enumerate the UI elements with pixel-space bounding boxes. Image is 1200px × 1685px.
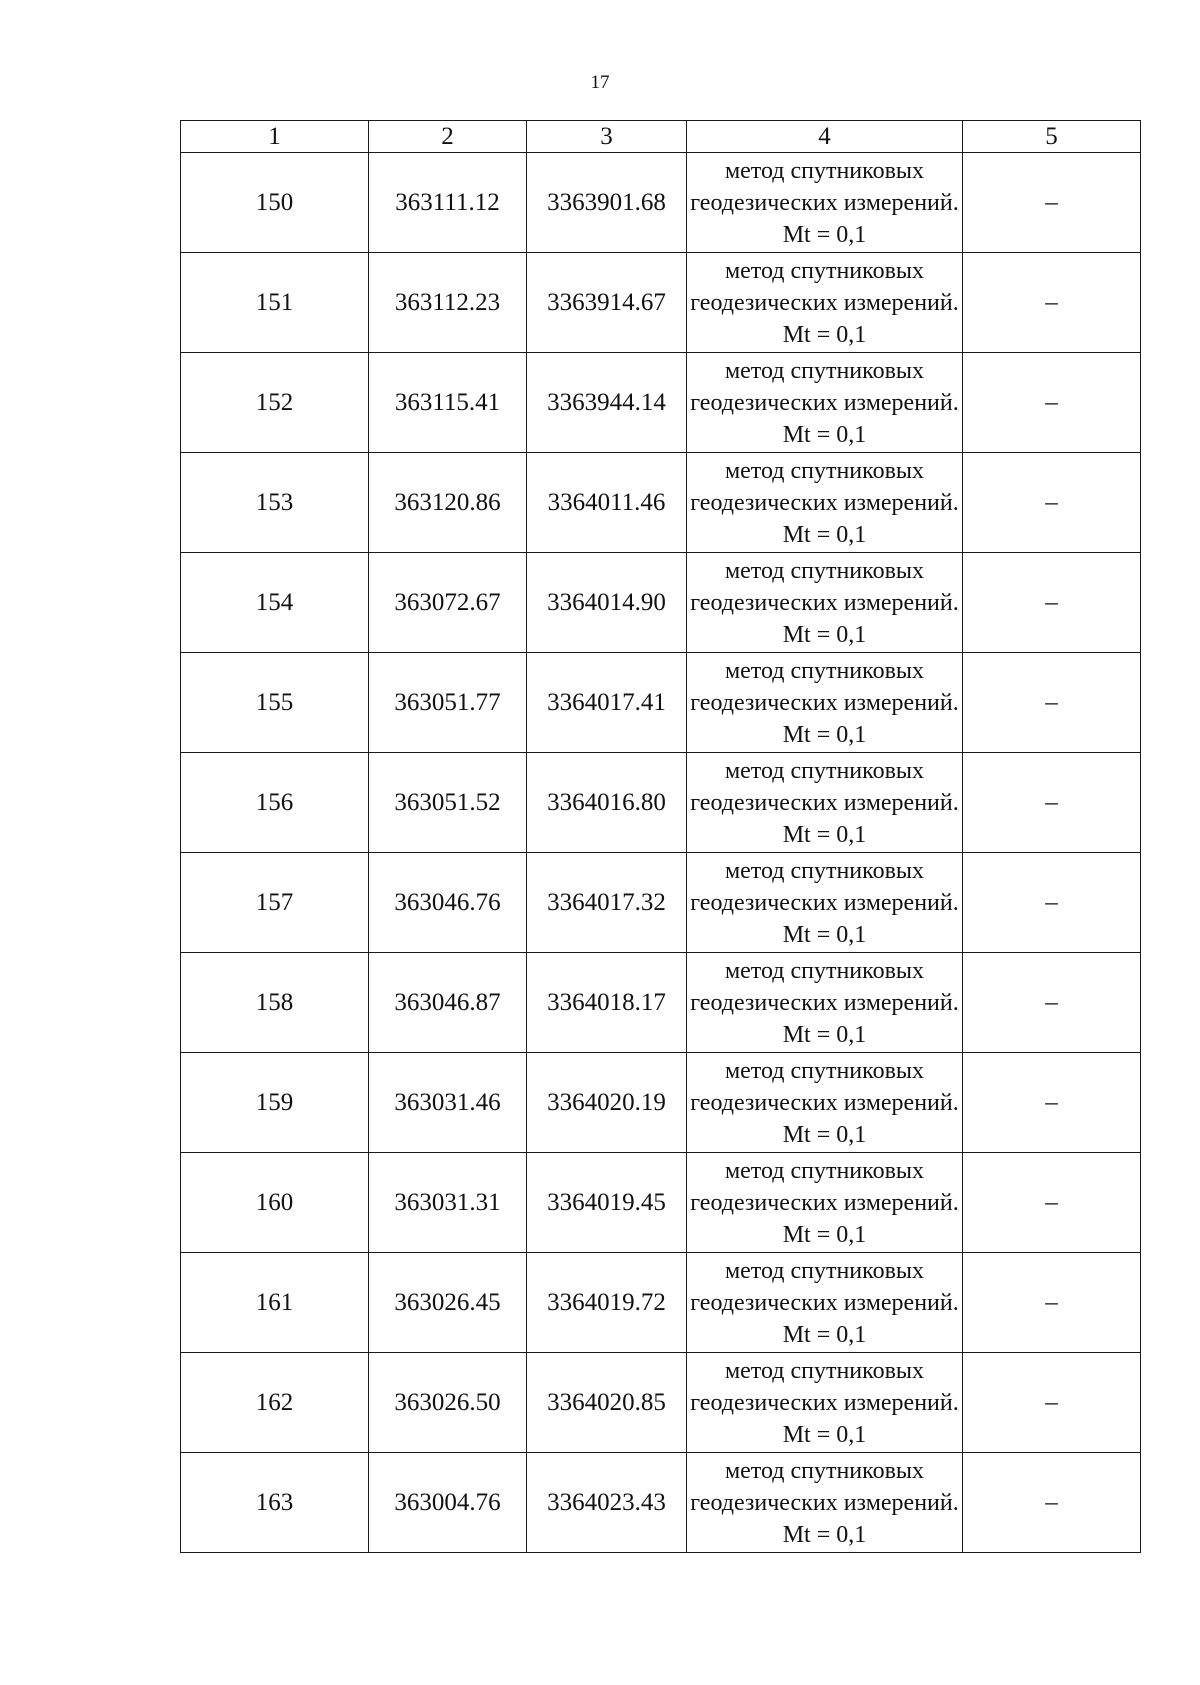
method-description: метод спутниковых геодезических измерений. Mt = 0,1 bbox=[687, 1453, 963, 1553]
y-coordinate: 3364016.80 bbox=[527, 753, 687, 853]
x-coordinate: 363120.86 bbox=[369, 453, 527, 553]
y-coordinate: 3363901.68 bbox=[527, 153, 687, 253]
x-coordinate: 363112.23 bbox=[369, 253, 527, 353]
page-number: 17 bbox=[590, 72, 610, 93]
x-coordinate: 363026.50 bbox=[369, 1353, 527, 1453]
y-coordinate: 3364020.85 bbox=[527, 1353, 687, 1453]
note-cell: – bbox=[963, 453, 1141, 553]
table-row bbox=[181, 853, 1141, 953]
y-coordinate: 3364020.19 bbox=[527, 1053, 687, 1153]
note-cell: – bbox=[963, 753, 1141, 853]
note-cell: – bbox=[963, 553, 1141, 653]
point-number: 152 bbox=[181, 353, 369, 453]
point-number: 163 bbox=[181, 1453, 369, 1553]
table-row bbox=[181, 1053, 1141, 1153]
method-description: метод спутниковых геодезических измерений. Mt = 0,1 bbox=[687, 953, 963, 1053]
column-header-5: 5 bbox=[963, 121, 1141, 153]
column-header-2: 2 bbox=[369, 121, 527, 153]
table-row bbox=[181, 1453, 1141, 1553]
note-cell: – bbox=[963, 1353, 1141, 1453]
table-header-row bbox=[181, 121, 1141, 153]
note-cell: – bbox=[963, 653, 1141, 753]
x-coordinate: 363051.77 bbox=[369, 653, 527, 753]
y-coordinate: 3364017.41 bbox=[527, 653, 687, 753]
y-coordinate: 3364018.17 bbox=[527, 953, 687, 1053]
x-coordinate: 363031.31 bbox=[369, 1153, 527, 1253]
table-body bbox=[181, 153, 1141, 1553]
table-row bbox=[181, 1153, 1141, 1253]
point-number: 161 bbox=[181, 1253, 369, 1353]
y-coordinate: 3364011.46 bbox=[527, 453, 687, 553]
note-cell: – bbox=[963, 1453, 1141, 1553]
point-number: 155 bbox=[181, 653, 369, 753]
y-coordinate: 3364017.32 bbox=[527, 853, 687, 953]
y-coordinate: 3364023.43 bbox=[527, 1453, 687, 1553]
note-cell: – bbox=[963, 353, 1141, 453]
table-row bbox=[181, 453, 1141, 553]
point-number: 160 bbox=[181, 1153, 369, 1253]
x-coordinate: 363111.12 bbox=[369, 153, 527, 253]
method-description: метод спутниковых геодезических измерений. Mt = 0,1 bbox=[687, 1353, 963, 1453]
method-description: метод спутниковых геодезических измерений. Mt = 0,1 bbox=[687, 353, 963, 453]
note-cell: – bbox=[963, 153, 1141, 253]
x-coordinate: 363004.76 bbox=[369, 1453, 527, 1553]
table-row bbox=[181, 353, 1141, 453]
point-number: 162 bbox=[181, 1353, 369, 1453]
point-number: 150 bbox=[181, 153, 369, 253]
point-number: 156 bbox=[181, 753, 369, 853]
column-header-3: 3 bbox=[527, 121, 687, 153]
method-description: метод спутниковых геодезических измерений. Mt = 0,1 bbox=[687, 1153, 963, 1253]
table-row bbox=[181, 553, 1141, 653]
point-number: 153 bbox=[181, 453, 369, 553]
table-row bbox=[181, 253, 1141, 353]
y-coordinate: 3364019.45 bbox=[527, 1153, 687, 1253]
point-number: 157 bbox=[181, 853, 369, 953]
point-number: 154 bbox=[181, 553, 369, 653]
coordinates-table bbox=[180, 120, 1141, 1553]
note-cell: – bbox=[963, 1253, 1141, 1353]
table-row bbox=[181, 953, 1141, 1053]
method-description: метод спутниковых геодезических измерений. Mt = 0,1 bbox=[687, 653, 963, 753]
x-coordinate: 363046.87 bbox=[369, 953, 527, 1053]
note-cell: – bbox=[963, 953, 1141, 1053]
method-description: метод спутниковых геодезических измерений. Mt = 0,1 bbox=[687, 1253, 963, 1353]
method-description: метод спутниковых геодезических измерений. Mt = 0,1 bbox=[687, 453, 963, 553]
y-coordinate: 3364019.72 bbox=[527, 1253, 687, 1353]
method-description: метод спутниковых геодезических измерений. Mt = 0,1 bbox=[687, 153, 963, 253]
x-coordinate: 363031.46 bbox=[369, 1053, 527, 1153]
method-description: метод спутниковых геодезических измерений. Mt = 0,1 bbox=[687, 1053, 963, 1153]
table-row bbox=[181, 753, 1141, 853]
table-row bbox=[181, 1253, 1141, 1353]
point-number: 158 bbox=[181, 953, 369, 1053]
point-number: 159 bbox=[181, 1053, 369, 1153]
y-coordinate: 3363914.67 bbox=[527, 253, 687, 353]
point-number: 151 bbox=[181, 253, 369, 353]
column-header-1: 1 bbox=[181, 121, 369, 153]
note-cell: – bbox=[963, 1153, 1141, 1253]
x-coordinate: 363051.52 bbox=[369, 753, 527, 853]
note-cell: – bbox=[963, 253, 1141, 353]
x-coordinate: 363026.45 bbox=[369, 1253, 527, 1353]
method-description: метод спутниковых геодезических измерений. Mt = 0,1 bbox=[687, 753, 963, 853]
y-coordinate: 3364014.90 bbox=[527, 553, 687, 653]
x-coordinate: 363115.41 bbox=[369, 353, 527, 453]
method-description: метод спутниковых геодезических измерений. Mt = 0,1 bbox=[687, 853, 963, 953]
note-cell: – bbox=[963, 853, 1141, 953]
table-row bbox=[181, 153, 1141, 253]
table-row bbox=[181, 653, 1141, 753]
table-row bbox=[181, 1353, 1141, 1453]
x-coordinate: 363072.67 bbox=[369, 553, 527, 653]
method-description: метод спутниковых геодезических измерений. Mt = 0,1 bbox=[687, 553, 963, 653]
y-coordinate: 3363944.14 bbox=[527, 353, 687, 453]
x-coordinate: 363046.76 bbox=[369, 853, 527, 953]
note-cell: – bbox=[963, 1053, 1141, 1153]
method-description: метод спутниковых геодезических измерений. Mt = 0,1 bbox=[687, 253, 963, 353]
column-header-4: 4 bbox=[687, 121, 963, 153]
